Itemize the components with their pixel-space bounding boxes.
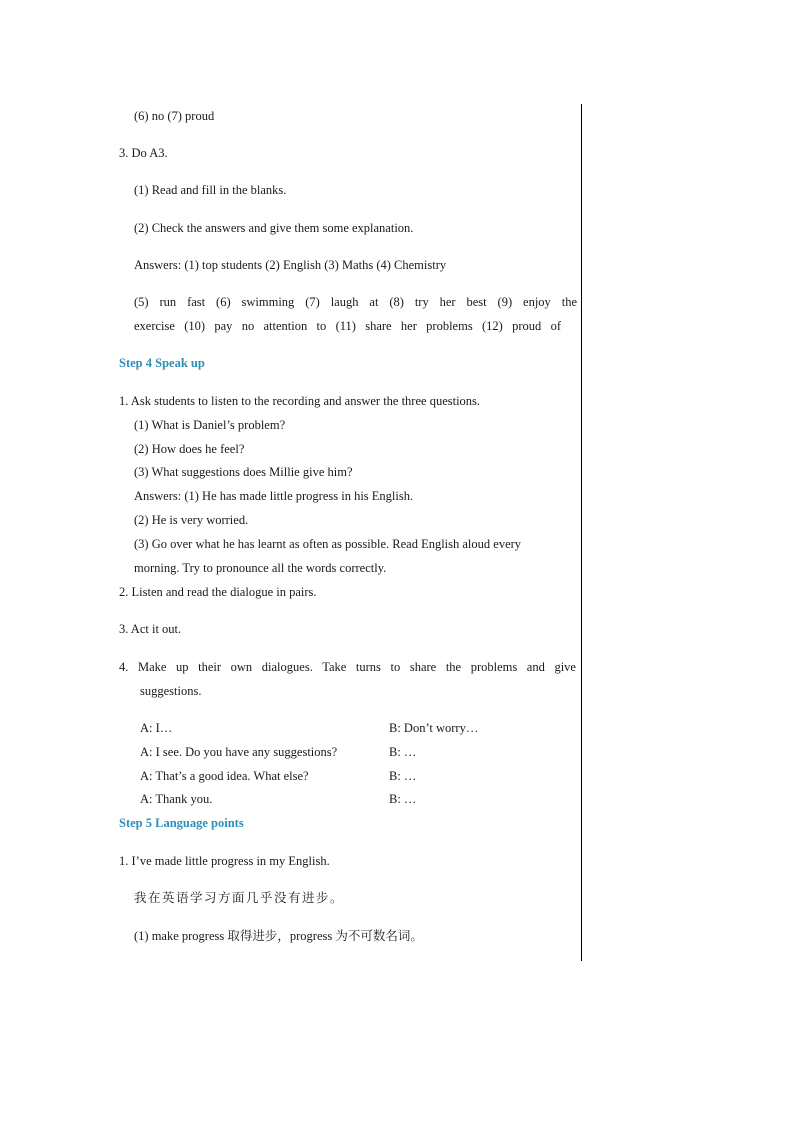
answer-line-6-7: (6) no (7) proud — [134, 109, 215, 123]
answer-3-line-2: morning. Try to pronounce all the words correctly. — [134, 561, 387, 575]
language-point-1: 1. I’ve made little progress in my English. — [119, 854, 330, 868]
dialogue-a-1: A: I… — [140, 721, 173, 735]
step4-item-3: 3. Act it out. — [119, 622, 182, 636]
dialogue-a-2: A: I see. Do you have any suggestions? — [140, 745, 338, 759]
dialogue-b-3: B: … — [389, 769, 417, 783]
step-5-heading: Step 5 Language points — [119, 816, 244, 830]
step4-item-4-line-2: suggestions. — [140, 684, 202, 698]
question-1: (1) What is Daniel’s problem? — [134, 418, 286, 432]
dialogue-b-2: B: … — [389, 745, 417, 759]
step4-item-1: 1. Ask students to listen to the recording and answer the three questions. — [119, 394, 481, 408]
question-3: (3) What suggestions does Millie give him? — [134, 465, 353, 479]
language-point-1-translation: 我在英语学习方面几乎没有进步。 — [134, 891, 345, 905]
dialogue-a-3: A: That’s a good idea. What else? — [140, 769, 309, 783]
subtask-read-fill: (1) Read and fill in the blanks. — [134, 183, 287, 197]
dialogue-b-1: B: Don’t worry… — [389, 721, 479, 735]
dialogue-b-4: B: … — [389, 792, 417, 806]
answers-line-3: exercise (10) pay no attention to (11) share her problems (12) proud of — [134, 319, 561, 333]
answer-2: (2) He is very worried. — [134, 513, 249, 527]
question-2: (2) How does he feel? — [134, 442, 245, 456]
step-4-heading: Step 4 Speak up — [119, 356, 205, 370]
task-do-a3: 3. Do A3. — [119, 146, 168, 160]
step4-item-4-line-1: 4. Make up their own dialogues. Take turns to share the problems and give — [119, 660, 576, 674]
column-divider-line — [581, 104, 582, 961]
subtask-check-answers: (2) Check the answers and give them some explanation. — [134, 221, 414, 235]
dialogue-a-4: A: Thank you. — [140, 792, 213, 806]
answer-3-line-1: (3) Go over what he has learnt as often as possible. Read English aloud every — [134, 537, 522, 551]
answer-1: Answers: (1) He has made little progress in his English. — [134, 489, 414, 503]
answers-line-2: (5) run fast (6) swimming (7) laugh at (8) try her best (9) enjoy the — [134, 295, 577, 309]
answers-line-1: Answers: (1) top students (2) English (3) Maths (4) Chemistry — [134, 258, 447, 272]
step4-item-2: 2. Listen and read the dialogue in pairs. — [119, 585, 317, 599]
language-point-1-note: (1) make progress 取得进步，progress 为不可数名词。 — [134, 929, 423, 943]
